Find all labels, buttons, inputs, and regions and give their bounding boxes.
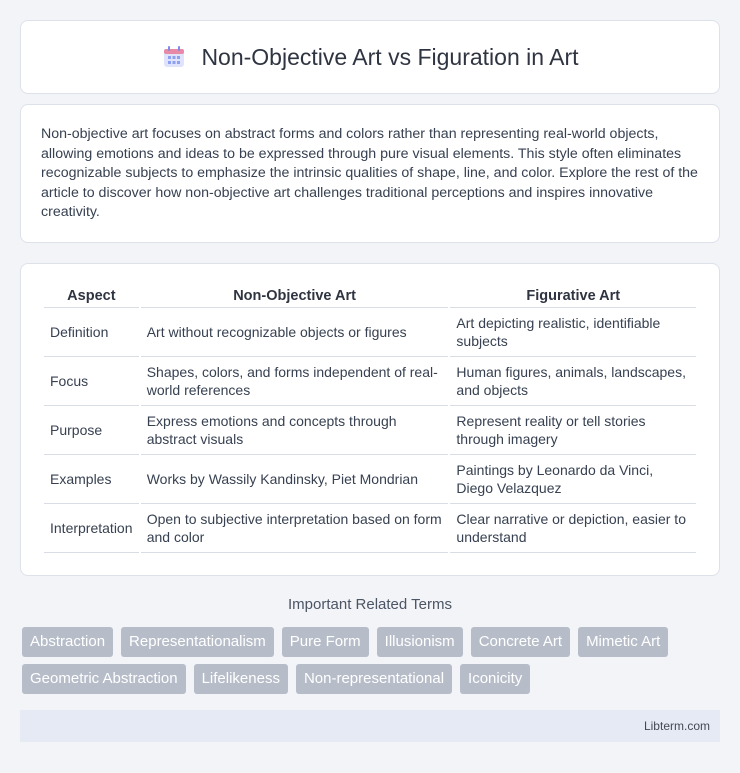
cell-non-objective: Open to subjective interpretation based on form and color bbox=[141, 504, 449, 553]
footer bbox=[20, 710, 720, 742]
cell-non-objective: Express emotions and concepts through abstract visuals bbox=[141, 406, 449, 455]
table-row bbox=[44, 357, 696, 406]
intro-card bbox=[20, 104, 720, 243]
related-term-tag[interactable]: Abstraction bbox=[22, 627, 113, 657]
cell-non-objective: Shapes, colors, and forms independent of real-world references bbox=[141, 357, 449, 406]
related-terms-title: Important Related Terms bbox=[288, 596, 452, 613]
table-row bbox=[44, 504, 696, 553]
cell-aspect: Examples bbox=[44, 455, 139, 504]
related-term-tag[interactable]: Iconicity bbox=[460, 664, 530, 694]
cell-figurative: Human figures, animals, landscapes, and objects bbox=[450, 357, 696, 406]
intro-text: Non-objective art focuses on abstract forms and colors rather than representing real-world objects, allowing emotions and ideas to be expressed through pure visual elements. This style often eliminates recognizable subjects to emphasize the intrinsic qualities of shape, line, and color. Explore the rest of the article to discover how non-objective art challenges traditional perceptions and inspires innovative creativity. bbox=[41, 126, 698, 221]
related-term-tag[interactable]: Pure Form bbox=[282, 627, 369, 657]
cell-figurative: Represent reality or tell stories through imagery bbox=[450, 406, 696, 455]
calendar-icon bbox=[161, 44, 187, 70]
comparison-table-card bbox=[20, 263, 720, 576]
related-term-tag[interactable]: Non-representational bbox=[296, 664, 452, 694]
table-row bbox=[44, 455, 696, 504]
page-title: Non-Objective Art vs Figuration in Art bbox=[201, 43, 579, 70]
cell-aspect: Interpretation bbox=[44, 504, 139, 553]
table-row bbox=[44, 308, 696, 357]
related-term-tag[interactable]: Lifelikeness bbox=[194, 664, 288, 694]
related-term-tag[interactable]: Illusionism bbox=[377, 627, 463, 657]
header-non-objective: Non-Objective Art bbox=[141, 284, 449, 308]
related-terms-list bbox=[22, 627, 722, 694]
cell-figurative: Clear narrative or depiction, easier to understand bbox=[450, 504, 696, 553]
cell-figurative: Art depicting realistic, identifiable subjects bbox=[450, 308, 696, 357]
table-row bbox=[44, 406, 696, 455]
header-figurative: Figurative Art bbox=[450, 284, 696, 308]
related-term-tag[interactable]: Representationalism bbox=[121, 627, 274, 657]
related-term-tag[interactable]: Geometric Abstraction bbox=[22, 664, 186, 694]
cell-non-objective: Works by Wassily Kandinsky, Piet Mondrian bbox=[141, 455, 449, 504]
cell-figurative: Paintings by Leonardo da Vinci, Diego Velazquez bbox=[450, 455, 696, 504]
title-card bbox=[20, 20, 720, 94]
cell-aspect: Purpose bbox=[44, 406, 139, 455]
related-term-tag[interactable]: Concrete Art bbox=[471, 627, 570, 657]
comparison-table bbox=[42, 284, 698, 553]
cell-aspect: Definition bbox=[44, 308, 139, 357]
footer-site-link[interactable]: Libterm.com bbox=[643, 719, 710, 733]
table-header-row bbox=[44, 284, 696, 308]
cell-aspect: Focus bbox=[44, 357, 139, 406]
cell-non-objective: Art without recognizable objects or figures bbox=[141, 308, 449, 357]
related-term-tag[interactable]: Mimetic Art bbox=[578, 627, 668, 657]
header-aspect: Aspect bbox=[44, 284, 139, 308]
